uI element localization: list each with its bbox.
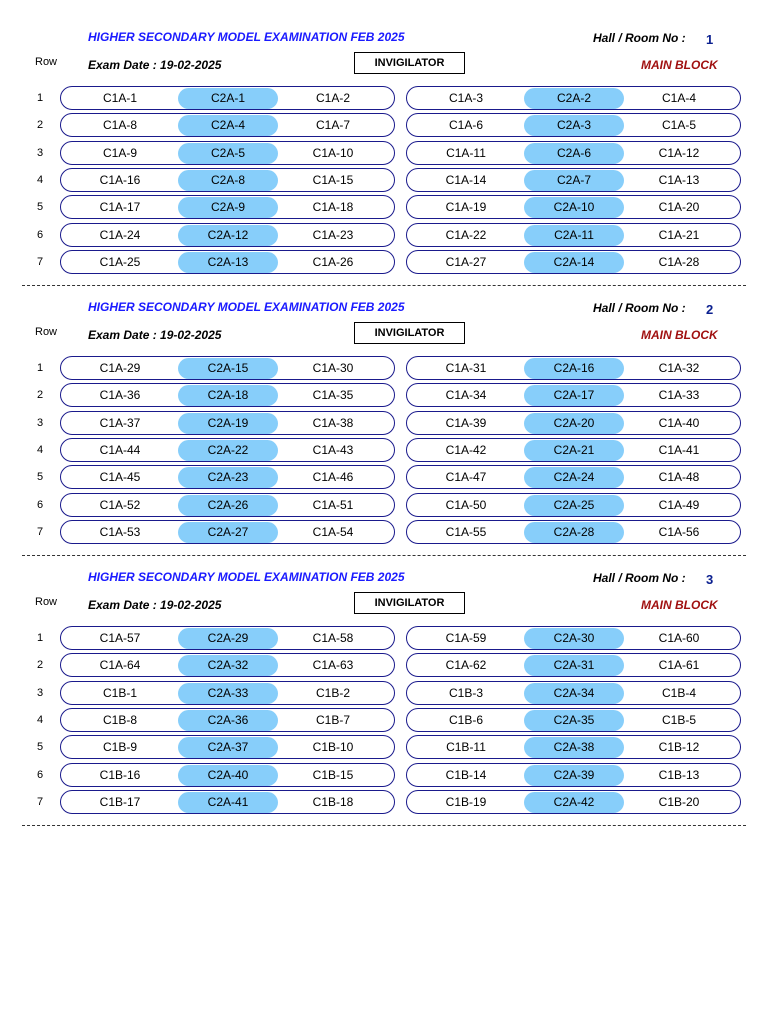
seat-highlight: C2A-36 [178, 710, 278, 731]
seat: C1A-59 [445, 631, 487, 645]
bench-right [406, 113, 741, 137]
seat: C1A-37 [99, 416, 141, 430]
seat [524, 412, 624, 434]
seat: C1A-27 [445, 255, 487, 269]
seat: C1B-4 [661, 686, 696, 700]
seat-highlight: C2A-11 [524, 225, 624, 246]
hall-section [0, 0, 768, 270]
bench-left [60, 653, 395, 677]
exam-date: Exam Date : 19-02-2025 [88, 328, 222, 342]
row-number: 1 [37, 362, 44, 374]
row-number: 5 [37, 741, 44, 753]
hall-room-label: Hall / Room No : [593, 31, 686, 45]
seat: C1A-29 [99, 361, 141, 375]
seat: C1A-19 [445, 200, 487, 214]
seat-highlight: C2A-37 [178, 737, 278, 758]
seat-highlight: C2A-26 [178, 495, 278, 516]
seat-highlight: C2A-21 [524, 440, 624, 461]
bench-left [60, 790, 395, 814]
seat [178, 494, 278, 516]
bench-right [406, 493, 741, 517]
bench-right [406, 653, 741, 677]
seat: C1A-30 [312, 361, 354, 375]
seat-highlight: C2A-6 [524, 143, 624, 164]
seat: C1A-4 [661, 91, 696, 105]
seat [178, 764, 278, 786]
seat: C1A-9 [102, 146, 137, 160]
seat: C1A-15 [312, 173, 354, 187]
seat-highlight: C2A-8 [178, 170, 278, 191]
seat [524, 439, 624, 461]
bench-left [60, 168, 395, 192]
bench-left [60, 626, 395, 650]
exam-title: HIGHER SECONDARY MODEL EXAMINATION FEB 2025 [88, 30, 405, 44]
seat [524, 627, 624, 649]
row-number: 2 [37, 119, 44, 131]
seat [524, 196, 624, 218]
seat-highlight: C2A-10 [524, 197, 624, 218]
hall-room-number: 2 [706, 302, 714, 317]
row-number: 7 [37, 256, 44, 268]
seat: C1A-33 [658, 388, 700, 402]
seat: C1A-44 [99, 443, 141, 457]
seat [524, 736, 624, 758]
seat [178, 114, 278, 136]
seat: C1B-2 [315, 686, 350, 700]
seat: C1A-1 [102, 91, 137, 105]
bench-left [60, 681, 395, 705]
seat [178, 169, 278, 191]
row-number: 4 [37, 444, 44, 456]
seat: C1A-40 [658, 416, 700, 430]
invigilator-box: INVIGILATOR [354, 322, 465, 344]
hall-section [0, 270, 768, 540]
seat-highlight: C2A-23 [178, 467, 278, 488]
seat: C1A-26 [312, 255, 354, 269]
row-number: 2 [37, 389, 44, 401]
bench-left [60, 708, 395, 732]
seat [178, 627, 278, 649]
seat: C1A-5 [661, 118, 696, 132]
seat-highlight: C2A-31 [524, 655, 624, 676]
seat [524, 169, 624, 191]
seat [524, 791, 624, 813]
bench-right [406, 195, 741, 219]
exam-date: Exam Date : 19-02-2025 [88, 598, 222, 612]
seat: C1B-6 [448, 713, 483, 727]
row-number: 5 [37, 201, 44, 213]
bench-right [406, 383, 741, 407]
seat [524, 142, 624, 164]
seat: C1A-8 [102, 118, 137, 132]
seat: C1B-7 [315, 713, 350, 727]
seat [178, 466, 278, 488]
seat-highlight: C2A-24 [524, 467, 624, 488]
seat: C1A-34 [445, 388, 487, 402]
bench-left [60, 763, 395, 787]
seat: C1B-10 [312, 740, 354, 754]
seat: C1A-46 [312, 470, 354, 484]
hall-room-label: Hall / Room No : [593, 301, 686, 315]
seat: C1A-43 [312, 443, 354, 457]
exam-title: HIGHER SECONDARY MODEL EXAMINATION FEB 2025 [88, 570, 405, 584]
bench-right [406, 465, 741, 489]
seat: C1A-13 [658, 173, 700, 187]
block-name: MAIN BLOCK [641, 328, 718, 342]
seat: C1A-54 [312, 525, 354, 539]
seat: C1A-51 [312, 498, 354, 512]
row-number: 3 [37, 417, 44, 429]
seat: C1B-1 [102, 686, 137, 700]
seat-highlight: C2A-5 [178, 143, 278, 164]
bench-left [60, 113, 395, 137]
seat-highlight: C2A-3 [524, 115, 624, 136]
row-number: 6 [37, 769, 44, 781]
exam-date: Exam Date : 19-02-2025 [88, 58, 222, 72]
seat [524, 224, 624, 246]
seat: C1B-8 [102, 713, 137, 727]
seat: C1A-16 [99, 173, 141, 187]
row-number: 5 [37, 471, 44, 483]
seat: C1A-18 [312, 200, 354, 214]
seat [178, 682, 278, 704]
seat: C1A-36 [99, 388, 141, 402]
bench-left [60, 411, 395, 435]
seat: C1A-64 [99, 658, 141, 672]
bench-right [406, 681, 741, 705]
seat: C1B-5 [661, 713, 696, 727]
seat: C1A-56 [658, 525, 700, 539]
seat: C1A-55 [445, 525, 487, 539]
seat-highlight: C2A-30 [524, 628, 624, 649]
seat: C1B-15 [312, 768, 354, 782]
seat: C1A-21 [658, 228, 700, 242]
row-number: 2 [37, 659, 44, 671]
bench-left [60, 465, 395, 489]
seat-highlight: C2A-19 [178, 413, 278, 434]
seat: C1A-50 [445, 498, 487, 512]
seat: C1A-58 [312, 631, 354, 645]
seat [524, 114, 624, 136]
seat: C1A-39 [445, 416, 487, 430]
hall-section [0, 540, 768, 810]
invigilator-box: INVIGILATOR [354, 592, 465, 614]
seat [524, 466, 624, 488]
bench-right [406, 763, 741, 787]
seat-highlight: C2A-20 [524, 413, 624, 434]
hall-room-number: 3 [706, 572, 714, 587]
bench-right [406, 86, 741, 110]
bench-right [406, 168, 741, 192]
seat: C1B-14 [445, 768, 487, 782]
invigilator-box: INVIGILATOR [354, 52, 465, 74]
seat: C1A-11 [446, 146, 486, 160]
seat: C1A-57 [99, 631, 141, 645]
seat [178, 709, 278, 731]
seat-highlight: C2A-29 [178, 628, 278, 649]
seat: C1A-2 [315, 91, 350, 105]
seat: C1B-3 [448, 686, 483, 700]
seat: C1B-18 [312, 795, 354, 809]
seat-highlight: C2A-39 [524, 765, 624, 786]
seat-highlight: C2A-18 [178, 385, 278, 406]
seat [178, 196, 278, 218]
seat-highlight: C2A-7 [524, 170, 624, 191]
seat [524, 384, 624, 406]
seat [178, 384, 278, 406]
seat: C1A-41 [658, 443, 700, 457]
seat: C1A-28 [658, 255, 700, 269]
seat [178, 87, 278, 109]
row-column-header: Row [35, 326, 58, 338]
seat [178, 654, 278, 676]
row-number: 4 [37, 714, 44, 726]
seat: C1A-7 [315, 118, 350, 132]
seat [524, 87, 624, 109]
seat [524, 764, 624, 786]
seat-highlight: C2A-2 [524, 88, 624, 109]
bench-left [60, 735, 395, 759]
seat: C1A-20 [658, 200, 700, 214]
seat [178, 357, 278, 379]
seat-highlight: C2A-14 [524, 252, 624, 273]
seat-highlight: C2A-12 [178, 225, 278, 246]
seat-highlight: C2A-28 [524, 522, 624, 543]
seat-highlight: C2A-38 [524, 737, 624, 758]
seat: C1A-6 [448, 118, 483, 132]
bench-right [406, 735, 741, 759]
bench-right [406, 708, 741, 732]
seat: C1A-35 [312, 388, 354, 402]
row-column-header: Row [35, 56, 58, 68]
seat: C1A-3 [448, 91, 483, 105]
hall-room-number: 1 [706, 32, 714, 47]
seat-highlight: C2A-25 [524, 495, 624, 516]
seat: C1A-17 [99, 200, 141, 214]
row-number: 1 [37, 632, 44, 644]
seat [178, 439, 278, 461]
seat-highlight: C2A-4 [178, 115, 278, 136]
bench-right [406, 223, 741, 247]
bench-left [60, 438, 395, 462]
seat: C1A-45 [99, 470, 141, 484]
seat: C1A-62 [445, 658, 487, 672]
seat: C1B-13 [658, 768, 700, 782]
bench-right [406, 790, 741, 814]
seat: C1A-24 [99, 228, 141, 242]
seat: C1A-25 [99, 255, 141, 269]
seat-highlight: C2A-34 [524, 683, 624, 704]
seat [178, 142, 278, 164]
bench-left [60, 493, 395, 517]
bench-left [60, 223, 395, 247]
row-number: 3 [37, 147, 44, 159]
seat [178, 736, 278, 758]
hall-room-label: Hall / Room No : [593, 571, 686, 585]
seat [178, 412, 278, 434]
seat: C1A-53 [99, 525, 141, 539]
block-name: MAIN BLOCK [641, 598, 718, 612]
seat: C1A-63 [312, 658, 354, 672]
bench-right [406, 141, 741, 165]
seat: C1A-60 [658, 631, 700, 645]
seat [524, 357, 624, 379]
seat: C1A-49 [658, 498, 700, 512]
seat [178, 224, 278, 246]
seat: C1B-12 [658, 740, 700, 754]
bench-left [60, 141, 395, 165]
seat-highlight: C2A-33 [178, 683, 278, 704]
seat: C1B-20 [658, 795, 700, 809]
bench-right [406, 411, 741, 435]
block-name: MAIN BLOCK [641, 58, 718, 72]
exam-title: HIGHER SECONDARY MODEL EXAMINATION FEB 2025 [88, 300, 405, 314]
seat: C1A-32 [658, 361, 700, 375]
seat-highlight: C2A-40 [178, 765, 278, 786]
seat: C1B-11 [446, 740, 486, 754]
seat-highlight: C2A-27 [178, 522, 278, 543]
row-column-header: Row [35, 596, 58, 608]
seat-highlight: C2A-41 [178, 792, 278, 813]
seat: C1B-17 [99, 795, 141, 809]
row-number: 4 [37, 174, 44, 186]
bench-right [406, 356, 741, 380]
seat [524, 494, 624, 516]
seat-highlight: C2A-35 [524, 710, 624, 731]
seat: C1A-47 [445, 470, 487, 484]
seat-highlight: C2A-17 [524, 385, 624, 406]
seat [178, 791, 278, 813]
seat: C1A-52 [99, 498, 141, 512]
seat-highlight: C2A-22 [178, 440, 278, 461]
seat: C1B-9 [102, 740, 137, 754]
seat-highlight: C2A-9 [178, 197, 278, 218]
row-number: 6 [37, 499, 44, 511]
seat: C1A-42 [445, 443, 487, 457]
seat: C1A-31 [445, 361, 487, 375]
seat-highlight: C2A-1 [178, 88, 278, 109]
bench-left [60, 86, 395, 110]
seat [524, 654, 624, 676]
bench-left [60, 383, 395, 407]
seat: C1A-38 [312, 416, 354, 430]
seat: C1B-16 [99, 768, 141, 782]
seat: C1A-14 [445, 173, 487, 187]
dashed-divider [22, 825, 746, 826]
seat: C1A-22 [445, 228, 487, 242]
row-number: 7 [37, 526, 44, 538]
bench-left [60, 195, 395, 219]
seat: C1A-61 [658, 658, 700, 672]
seat: C1A-48 [658, 470, 700, 484]
seat: C1A-10 [312, 146, 354, 160]
row-number: 7 [37, 796, 44, 808]
bench-right [406, 626, 741, 650]
seat: C1A-23 [312, 228, 354, 242]
seat [524, 682, 624, 704]
seat [524, 709, 624, 731]
seat-highlight: C2A-15 [178, 358, 278, 379]
seat: C1A-12 [658, 146, 700, 160]
seat-highlight: C2A-13 [178, 252, 278, 273]
bench-left [60, 356, 395, 380]
bench-right [406, 438, 741, 462]
seat-highlight: C2A-32 [178, 655, 278, 676]
row-number: 3 [37, 687, 44, 699]
row-number: 6 [37, 229, 44, 241]
seat: C1B-19 [445, 795, 487, 809]
seat-highlight: C2A-16 [524, 358, 624, 379]
seat-highlight: C2A-42 [524, 792, 624, 813]
row-number: 1 [37, 92, 44, 104]
